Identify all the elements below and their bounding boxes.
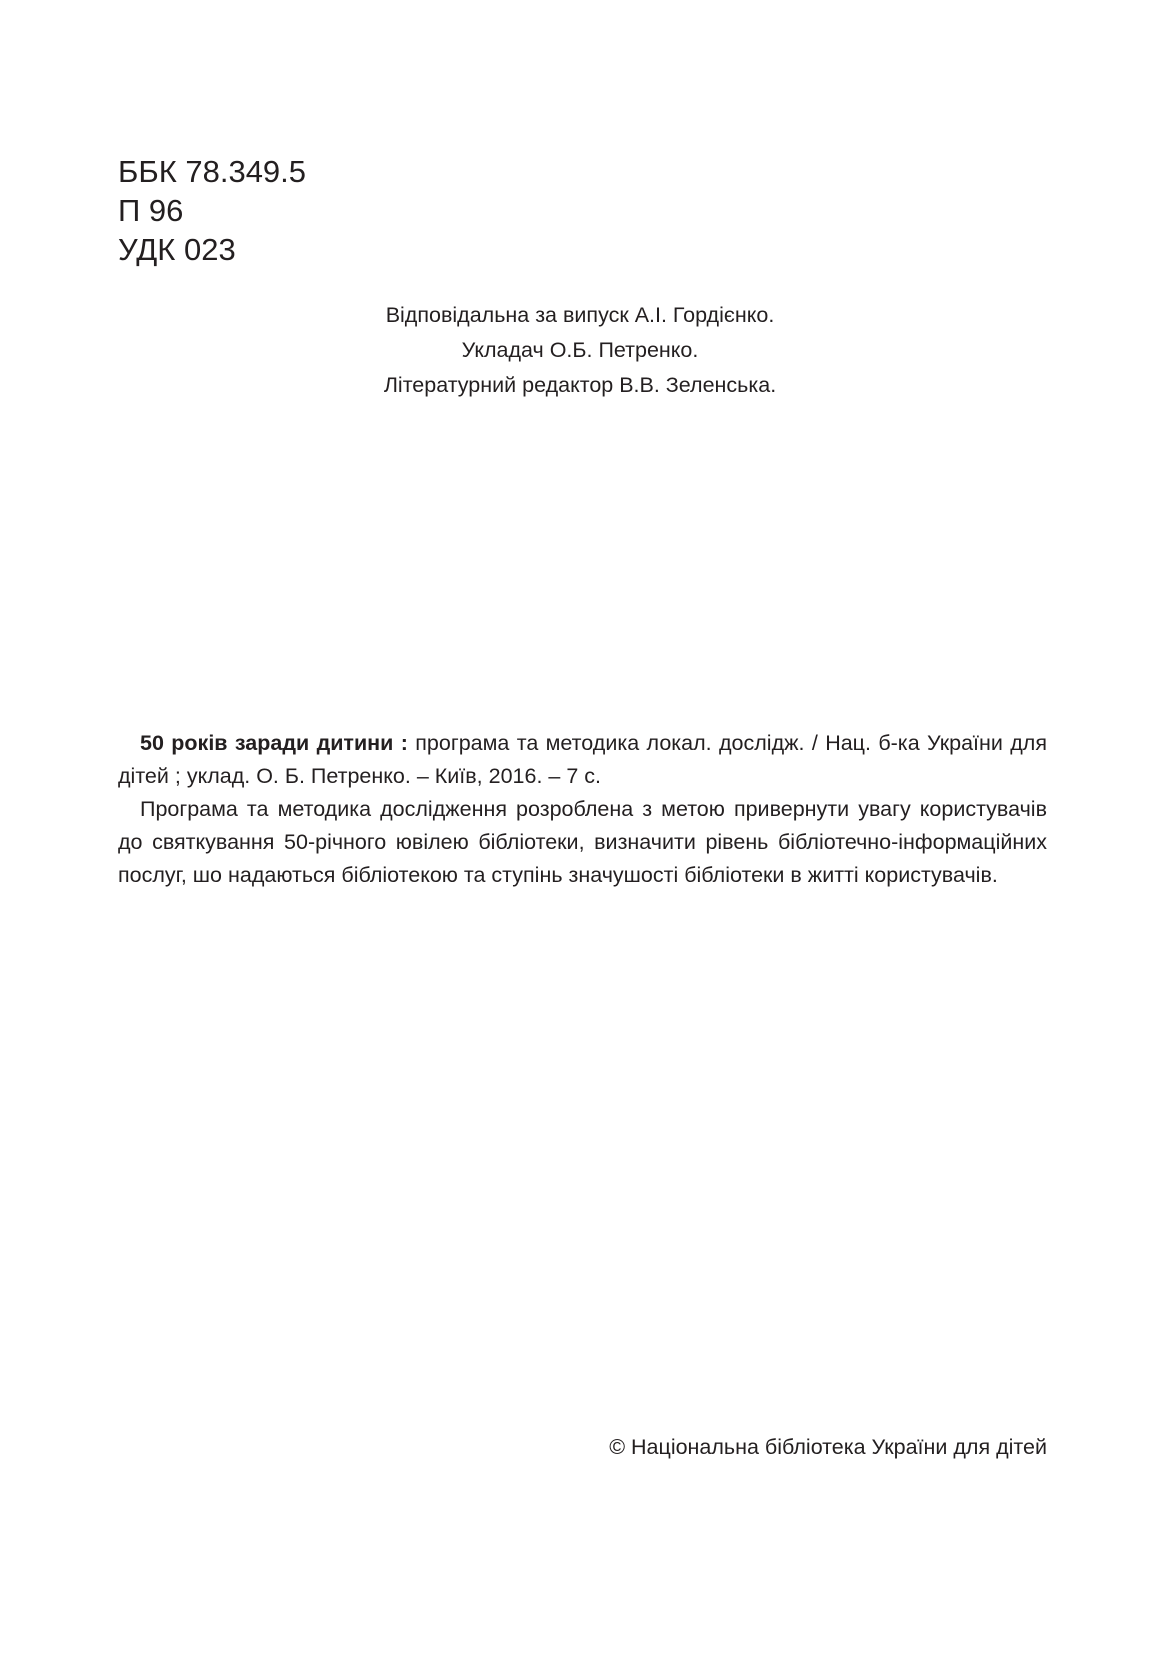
publication-details: програма та методика локал. дослідж. / Нац. б-ка України для дітей ; уклад. О. Б. Петренко. – Київ, 2016. – 7 с. — [118, 731, 1047, 788]
author-mark: П 96 — [118, 193, 184, 228]
udk-code: УДК 023 — [118, 232, 236, 267]
annotation-block — [118, 727, 1047, 892]
responsible-editor: Відповідальна за випуск А.І. Гордієнко. — [385, 303, 775, 327]
bibliographic-record — [118, 727, 1047, 793]
bbk-code: ББК 78.349.5 — [118, 154, 307, 189]
literary-editor: Літературний редактор В.В. Зеленська. — [383, 373, 777, 397]
credits-block — [300, 298, 860, 403]
compiler: Укладач О.Б. Петренко. — [461, 338, 699, 362]
copyright: © Національна бібліотека України для дітей — [609, 1435, 1047, 1459]
abstract: Програма та методика дослідження розроблена з метою привернути увагу користувачів до святкування 50-річного ювілею бібліотеки, визначити рівень бібліотечно-інформаційних послуг, шо надаються бібліотекою та ступінь значушості бібліотеки в житті користувачів. — [118, 797, 1047, 887]
book-title: 50 років заради дитини : — [140, 731, 408, 755]
classification-block — [118, 152, 518, 269]
